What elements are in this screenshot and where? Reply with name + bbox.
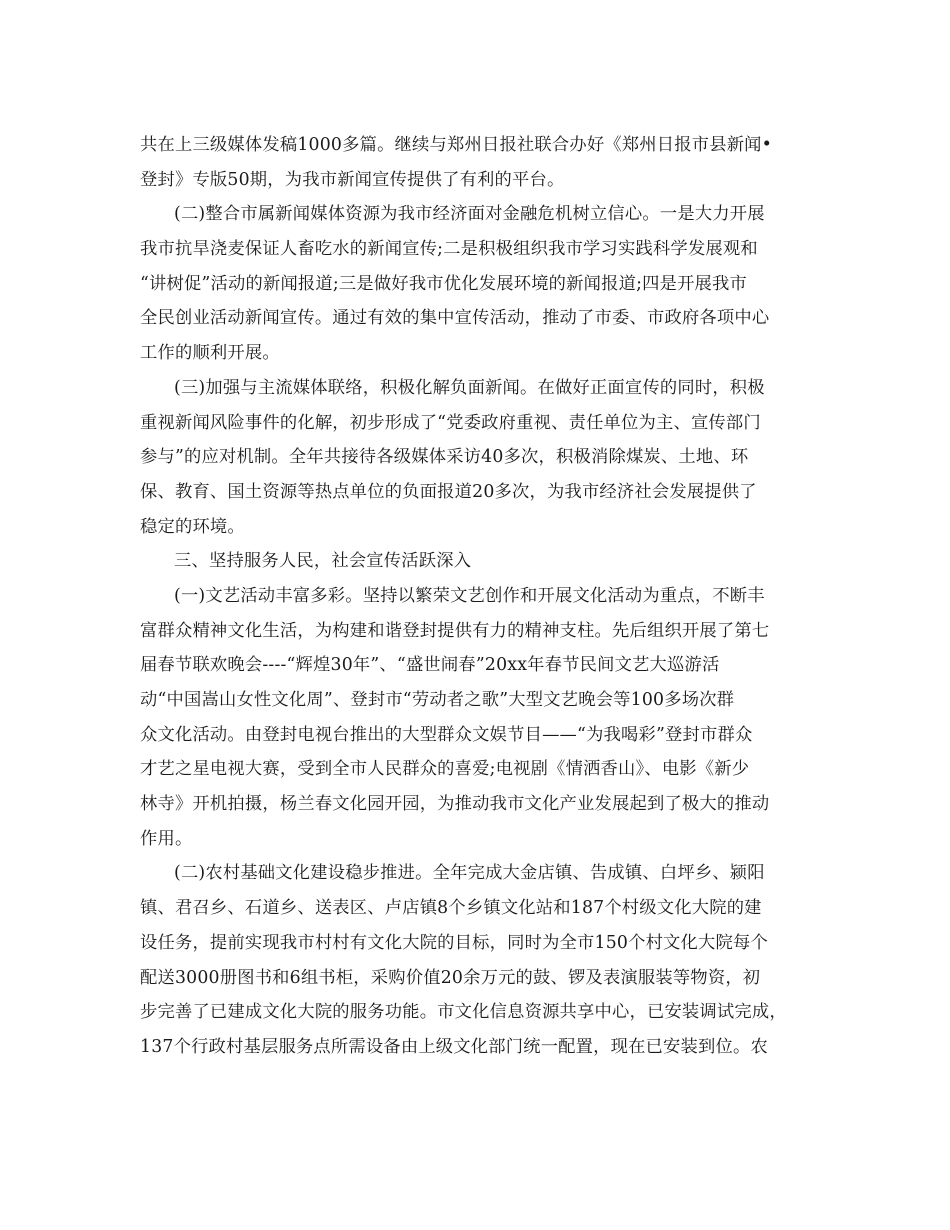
text-line: 重视新闻风险事件的化解，初步形成了“党委政府重视、责任单位为主、宣传部门 — [140, 412, 761, 433]
text-line: 设任务，提前实现我市村村有文化大院的目标，同时为全市150个村文化大院每个 — [140, 932, 768, 953]
text-line: 全民创业活动新闻宣传。通过有效的集中宣传活动，推动了市委、市政府各项中心 — [140, 308, 770, 329]
text-line: 才艺之星电视大赛，受到全市人民群众的喜爱;电视剧《情洒香山》、电影《新少 — [140, 759, 750, 780]
text-line: 作用。 — [140, 828, 193, 849]
text-line: 众文化活动。由登封电视台推出的大型群众文娱节目——“为我喝彩”登封市群众 — [140, 724, 753, 745]
text-line: 保、教育、国土资源等热点单位的负面报道20多次，为我市经济社会发展提供了 — [140, 481, 757, 502]
text-line: 镇、君召乡、石道乡、送表区、卢店镇8个乡镇文化站和187个村级文化大院的建 — [140, 898, 762, 919]
text-line: 我市抗旱浇麦保证人畜吃水的新闻宣传;二是积极组织我市学习实践科学发展观和 — [140, 239, 758, 260]
section-heading: 三、坚持服务人民，社会宣传活跃深入 — [174, 551, 472, 572]
text-line: 届春节联欢晚会----“辉煌30年”、“盛世闹春”20xx年春节民间文艺大巡游活 — [140, 655, 720, 676]
text-line: 共在上三级媒体发稿1000多篇。继续与郑州日报社联合办好《郑州日报市县新闻• — [140, 135, 773, 155]
document-body — [140, 128, 830, 1065]
paragraph-start-line: (一)文艺活动丰富多彩。坚持以繁荣文艺创作和开展文化活动为重点，不断丰 — [174, 585, 765, 606]
text-line: 稳定的环境。 — [140, 516, 245, 537]
paragraph-start-line: (二)整合市属新闻媒体资源为我市经济面对金融危机树立信心。一是大力开展 — [174, 204, 765, 225]
text-line: 工作的顺利开展。 — [140, 343, 280, 364]
paragraph-start-line: (二)农村基础文化建设稳步推进。全年完成大金店镇、告成镇、白坪乡、颍阳 — [174, 863, 765, 884]
paragraph-start-line: (三)加强与主流媒体联络，积极化解负面新闻。在做好正面宣传的同时，积极 — [174, 377, 765, 398]
text-line: 林寺》开机拍摄，杨兰春文化园开园，为推动我市文化产业发展起到了极大的推动 — [140, 794, 770, 815]
text-line: 富群众精神文化生活，为构建和谐登封提供有力的精神支柱。先后组织开展了第七 — [140, 620, 770, 641]
text-line: 参与”的应对机制。全年共接待各级媒体采访40多次，积极消除煤炭、土地、环 — [140, 447, 749, 468]
text-line: “讲树促”活动的新闻报道;三是做好我市优化发展环境的新闻报道;四是开展我市 — [140, 273, 747, 294]
text-line: 动“中国嵩山女性文化周”、登封市“劳动者之歌”大型文艺晚会等100多场次群 — [140, 690, 735, 710]
text-line: 配送3000册图书和6组书柜，采购价值20余万元的鼓、锣及表演服装等物资，初 — [140, 967, 761, 988]
text-line: 登封》专版50期，为我市新闻宣传提供了有利的平台。 — [140, 169, 565, 190]
text-line: 步完善了已建成文化大院的服务功能。市文化信息资源共享中心，已安装调试完成， — [140, 1002, 787, 1023]
text-line: 137个行政村基层服务点所需设备由上级文化部门统一配置，现在已安装到位。农 — [140, 1036, 768, 1057]
